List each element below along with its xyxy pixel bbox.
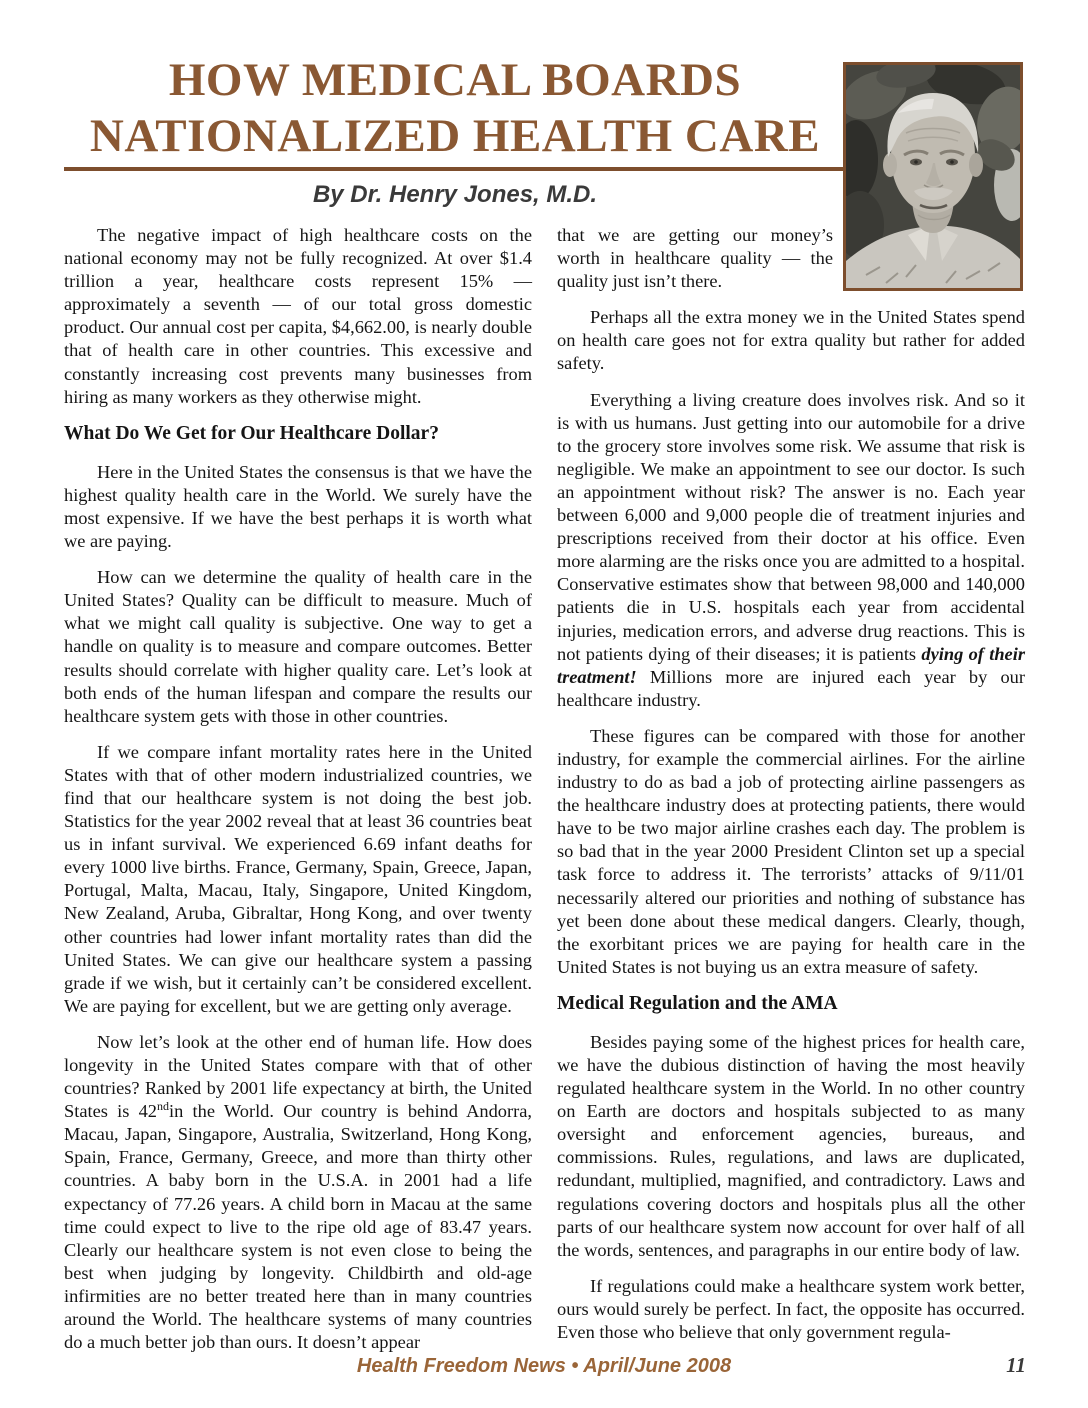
article-title-line2: NATIONALIZED HEALTH CARE	[89, 110, 821, 162]
section-heading-medical-regulation: Medical Regulation and the AMA	[557, 992, 838, 1014]
left-column	[64, 224, 532, 1367]
footer-journal-line	[0, 1355, 1088, 1378]
title-divider-rule	[64, 167, 845, 171]
paragraph-if-regulations: If regulations could make a healthcare system work better, ours would surely be perfect. In fact, the opposite has occurred. Even those who believe that only government regula-	[557, 1275, 1025, 1343]
paragraph-quality-measure: How can we determine the quality of health care in the United States? Quality can be difficult to measure. Much of what we might call quality is subjective. One way to get a handle on quality is to measure and compare outcomes. Better results should correlate with higher quality care. Let’s look at both ends of the human lifespan and compare the results our healthcare system gets with those in other countries.	[64, 567, 532, 726]
article-title	[64, 52, 846, 164]
footer-issue: April/June 2008	[583, 1355, 732, 1377]
footer-journal-name: Health Freedom News	[356, 1355, 566, 1377]
risk-text-before: Everything a living creature does involves risk. And so it is with us humans. Just getting into our automobile for a drive to the grocery store involves some risk. We assume that risk is negligible. We make an appointment to see our doctor. Is such an appointment without risk? The answer is no. Each year between 6,000 and 9,000 people die of treatment injuries and prescriptions received from their doctor at his office. Even more alarming are the risks once you are admitted to a hospital. Conservative estimates show that between 98,000 and 140,000 patients die in U.S. hospitals each year from accidental injuries, medication errors, and adverse drug reactions. This is not patients dying of their diseases; it is patients	[557, 389, 1025, 664]
paragraph-infant-mortality: If we compare infant mortality rates here in the United States with that of other modern industrialized countries, we find that our healthcare system is not doing the best job. Statistics for the year 2002 reveal that at least 36 countries beat us in infant survival. We experienced 6.69 infant deaths for every 1000 live births. France, Germany, Spain, Greece, Japan, Portugal, Malta, Macau, Italy, Singapore, United Kingdom, New Zealand, Aruba, Gibraltar, Hong Kong, and over twenty other countries had lower infant mortality rates than did the United States. We can give our healthcare system a passing grade if we wish, but it certainly can’t be considered excellent. We are paying for excellent, but we are getting only average.	[64, 741, 532, 1016]
paragraph-airlines: These figures can be compared with those for another industry, for example the commercial airlines. For the airline industry to do as bad a job of protecting airline passengers as the healthcare industry does at protecting patients, there would have to be two major airline crashes each day. The problem is so bad that in the year 2000 President Clinton set up a special task force to address it. The terrorists’ attacks of 9/11/01 necessarily altered our priorities and nothing of substance has yet been done about these medical dangers. Clearly, though, the exorbitant prices we are paying for health care in the United States is not buying us an extra measure of safety.	[557, 725, 1025, 977]
paragraph-continuation-moneys-worth: that we are getting our money’s worth in healthcare quality — the quality just isn’t there.	[557, 225, 833, 292]
longevity-text-after: in the World. Our country is behind Andorra, Macau, Japan, Singapore, Australia, Switzerland, Hong Kong, Spain, France, Germany, Greece, and more than thirty other countries. A baby born in the U.S.A. in 2001 had a life expectancy of 77.26 years. A child born in Macau at the same time could expect to live to the ripe old age of 83.47 years. Clearly our healthcare system is not even close to being the best when judging by longevity. Childbirth and old-age infirmities are no better treated here than in many countries around the World. The healthcare systems of many countries do a much better job than ours. It doesn’t appear	[64, 1101, 532, 1353]
paragraph-extra-money: Perhaps all the extra money we in the United States spend on health care goes not for extra quality but rather for added safety.	[557, 307, 1025, 374]
paragraph-risk	[557, 389, 1025, 712]
article-title-line1: HOW MEDICAL BOARDS	[168, 54, 742, 106]
longevity-text-before: Now let’s look at the other end of human life. How does longevity in the United States compare with that of other countries? Ranked by 2001 life expectancy at birth, the United States is 42	[64, 1031, 532, 1122]
page-number: 11	[1006, 1353, 1026, 1377]
paragraph-regulation: Besides paying some of the highest prices for health care, we have the dubious distinction of having the most heavily regulated healthcare system in the World. In no other country on Earth are doctors and hospitals subjected to as many oversight and enforcement agencies, bureaus, and commissions. Rules, regulations, and laws are duplicated, redundant, multiplied, magnified, and contradictory. Laws and regulations covering doctors and hospitals plus all the other parts of our healthcare system now account for over half of all the words, sentences, and paragraphs in our entire body of law.	[557, 1031, 1025, 1260]
ordinal-superscript: nd	[157, 1099, 170, 1114]
risk-text-after: Millions more are injured each year by our healthcare industry.	[557, 666, 1025, 710]
paragraph-consensus: Here in the United States the consensus is that we have the highest quality health care in the World. We surely have the most expensive. If we have the best perhaps it is worth what we are paying.	[64, 461, 532, 552]
paragraph-costs: The negative impact of high healthcare costs on the national economy may not be fully recognized. At over $1.4 trillion a year, healthcare costs represent 15% — approximately a seventh — of our total gross domestic product. Our annual cost per capita, $4,662.00, is nearly double that of health care in other countries. This excessive and constantly increasing cost prevents many businesses from hiring as many workers as they otherwise might.	[64, 225, 532, 407]
risk-text-emphasis: dying of their treatment!	[557, 643, 1025, 687]
footer-separator-dot: •	[571, 1355, 579, 1377]
right-column	[557, 224, 1025, 1357]
section-heading-healthcare-dollar: What Do We Get for Our Healthcare Dollar?	[64, 422, 439, 444]
article-byline: By Dr. Henry Jones, M.D.	[312, 181, 598, 208]
paragraph-longevity	[64, 1031, 532, 1354]
